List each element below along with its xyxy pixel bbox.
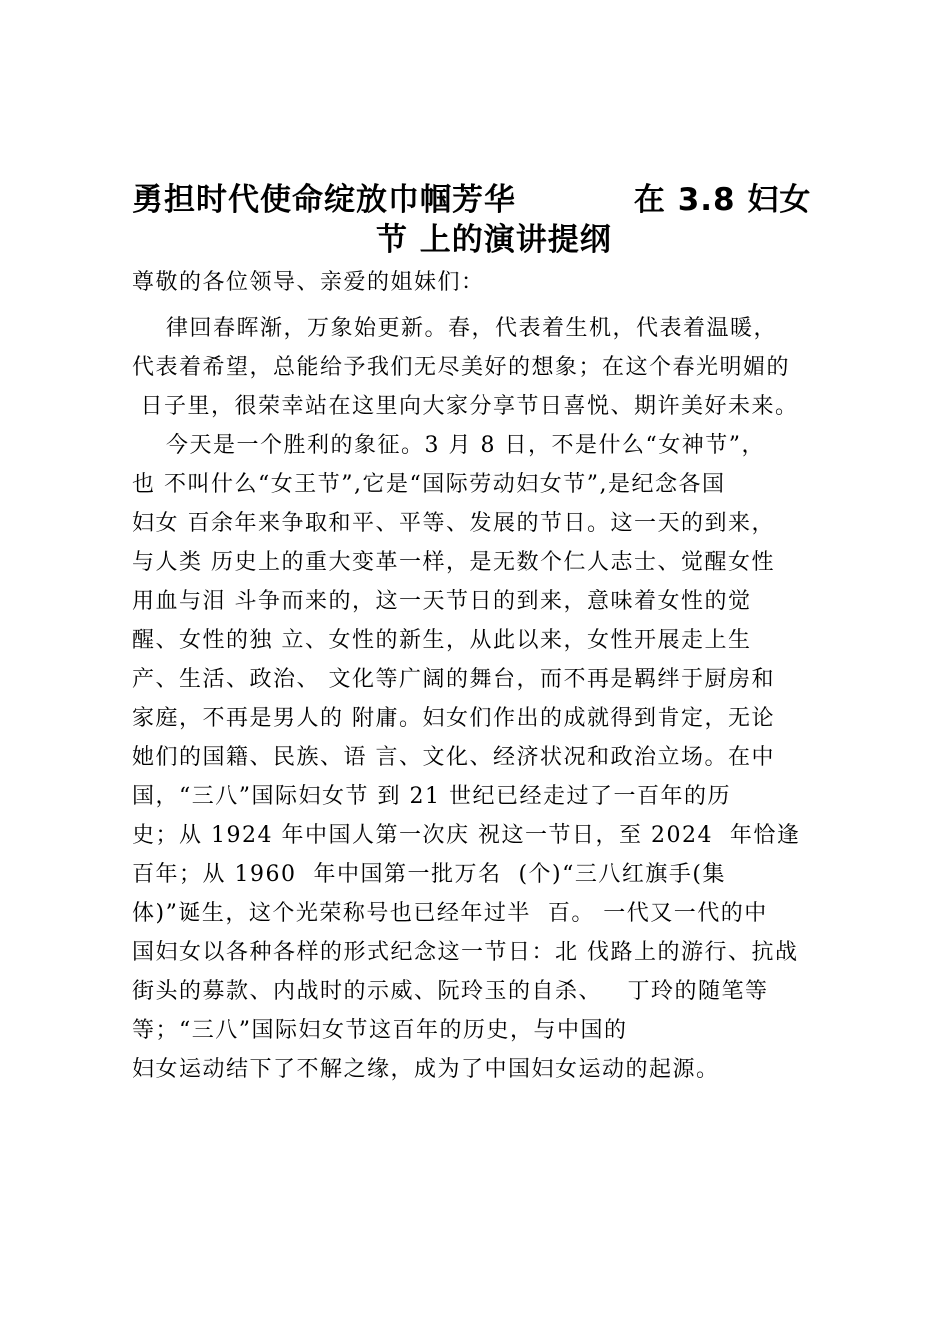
salutation: 尊敬的各位领导、亲爱的姐妹们：	[132, 270, 485, 295]
paragraph-2-line: 街头的募款、内战时的示威、阮玲玉的自杀、 丁玲的随笔等	[132, 979, 769, 1004]
paragraph-2-line: 家庭，不再是男人的 附庸。妇女们作出的成就得到肯定，无论	[132, 706, 775, 731]
paragraph-2-line: 用血与泪 斗争而来的，这一天节日的到来，意味着女性的觉	[132, 589, 752, 614]
paragraph-1-line: 日子里，很荣幸站在这里向大家分享节日喜悦、期许美好未来。	[132, 394, 799, 419]
paragraph-2-line: 与人类 历史上的重大变革一样，是无数个仁人志士、觉醒女性	[132, 550, 775, 575]
paragraph-2-line: 妇女运动结下了不解之缘，成为了中国妇女运动的起源。	[132, 1057, 720, 1082]
paragraph-2-line: 今天是一个胜利的象征。3 月 8 日，不是什么“女神节”，	[132, 433, 765, 458]
paragraph-2-line: 国，“三八”国际妇女节 到 21 世纪已经走过了一百年的历	[132, 784, 731, 809]
paragraph-2-line: 产、生活、政治、 文化等广阔的舞台，而不再是羁绊于厨房和	[132, 667, 775, 692]
paragraph-2-line: 妇女 百余年来争取和平、平等、发展的节日。这一天的到来，	[132, 511, 775, 536]
paragraph-1-line: 代表着希望，总能给予我们无尽美好的想象；在这个春光明媚的	[132, 355, 791, 380]
paragraph-2-line: 百年；从 1960 年中国第一批万名 (个)“三八红旗手(集	[132, 862, 726, 887]
document-title-line-2: 节 上的演讲提纲	[376, 222, 612, 258]
paragraph-2-line: 国妇女以各种各样的形式纪念这一节日：北 伐路上的游行、抗战	[132, 940, 799, 965]
paragraph-1-line: 律回春晖渐，万象始更新。春，代表着生机，代表着温暖，	[132, 316, 777, 341]
paragraph-2-line: 史；从 1924 年中国人第一次庆 祝这一节日，至 2024 年恰逢	[132, 823, 801, 848]
paragraph-2-line: 等；“三八”国际妇女节这百年的历史，与中国的	[132, 1018, 628, 1043]
document-title-line-1: 勇担时代使命绽放巾帼芳华 在 3.8 妇女	[132, 182, 812, 218]
paragraph-2-line: 也 不叫什么“女王节”,它是“国际劳动妇女节”,是纪念各国	[132, 472, 726, 497]
paragraph-2-line: 她们的国籍、民族、语 言、文化、经济状况和政治立场。在中	[132, 745, 775, 770]
paragraph-2-line: 醒、女性的独 立、女性的新生，从此以来，女性开展走上生	[132, 628, 752, 653]
paragraph-2-line: 体)”诞生，这个光荣称号也已经年过半 百。 一代又一代的中	[132, 901, 768, 926]
